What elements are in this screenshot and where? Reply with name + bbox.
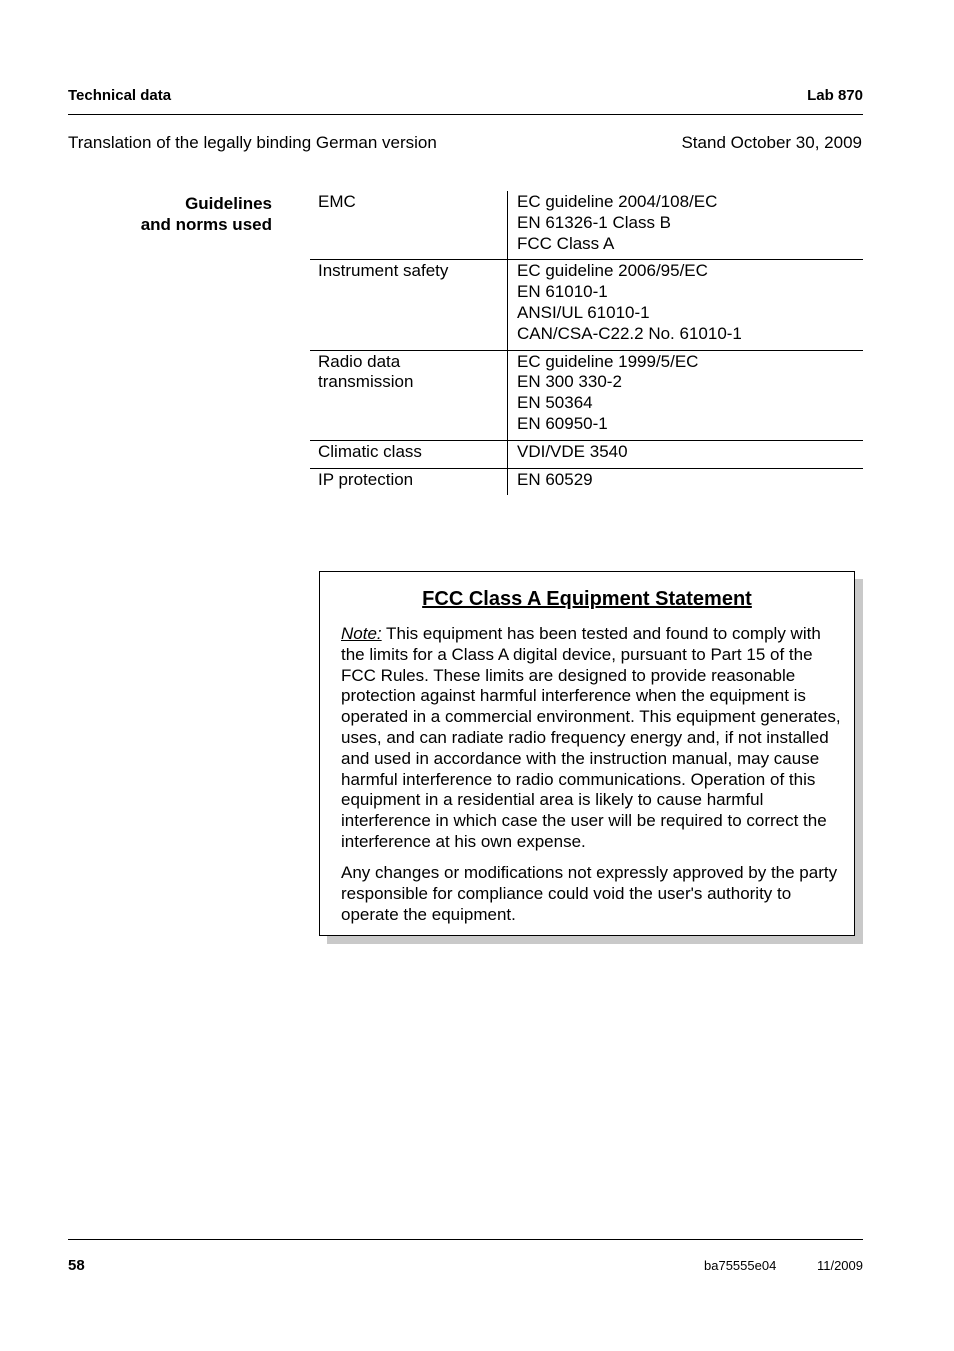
- norms-cell: [508, 468, 864, 495]
- guidelines-heading-line: and norms used: [140, 215, 272, 234]
- fcc-modifications-paragraph: Any changes or modifications not expressly approved by the party responsible for compliance could void the user's authority to operate the equipment.: [341, 863, 838, 924]
- page-number: 58: [68, 1257, 85, 1274]
- norm-text: EC guideline 1999/5/EC: [517, 351, 699, 371]
- category-text: transmission: [318, 372, 414, 392]
- norm-text: CAN/CSA-C22.2 No. 61010-1: [517, 323, 742, 343]
- table-row: [310, 350, 863, 440]
- category-text: Instrument safety: [318, 261, 449, 281]
- norm-text: EC guideline 2004/108/EC: [517, 192, 718, 211]
- norm-text: EN 60950-1: [517, 413, 608, 433]
- footer-date: 11/2009: [816, 1258, 863, 1273]
- category-text: EMC: [318, 192, 356, 211]
- category-cell: [310, 350, 508, 440]
- note-label: Note:: [341, 624, 382, 643]
- category-cell: [310, 440, 508, 468]
- category-cell: [310, 468, 508, 495]
- category-text: Climatic class: [318, 441, 422, 461]
- norms-cell: [508, 350, 864, 440]
- table-row: [310, 260, 863, 350]
- footer-rule: [68, 1239, 863, 1240]
- norms-cell: [508, 440, 864, 468]
- table-row: [310, 468, 863, 495]
- norm-text: VDI/VDE 3540: [517, 441, 628, 461]
- category-text: IP protection: [318, 469, 414, 489]
- norm-text: ANSI/UL 61010-1: [517, 302, 650, 322]
- product-name: Lab 870: [807, 87, 863, 104]
- table-row: [310, 191, 863, 260]
- guidelines-heading: [68, 193, 272, 235]
- table-row: [310, 440, 863, 468]
- category-cell: [310, 191, 508, 260]
- fcc-box-title: FCC Class A Equipment Statement: [422, 588, 752, 610]
- norms-cell: [508, 191, 864, 260]
- note-text: This equipment has been tested and found to comply with the limits for a Class A digital device, pursuant to Part 15 of the FCC Rules. These limits are designed to provide reasonable protection against harmful interference when the equipment is operated in a commercial environment. This equipment generates, uses, and can radiate radio frequency energy and, if not installed and used in accordance with the instruction manual, may cause harmful interference to radio communications. Operation of this equipment in a residential area is likely to cause harmful interference in which case the user will be required to correct the interference at his own expense.: [341, 624, 841, 851]
- norms-cell: [508, 260, 864, 350]
- section-title: Technical data: [68, 87, 172, 104]
- fcc-note-paragraph: [341, 624, 841, 853]
- category-text: Radio data: [318, 351, 401, 371]
- norm-text: EN 50364: [517, 393, 593, 413]
- norms-table: [310, 191, 863, 495]
- norm-text: EN 61010-1: [517, 282, 608, 302]
- translation-note: Translation of the legally binding German version: [68, 133, 437, 152]
- guidelines-heading-line: Guidelines: [185, 194, 272, 213]
- stand-date: Stand October 30, 2009: [681, 133, 862, 152]
- norm-text: EC guideline 2006/95/EC: [517, 261, 708, 281]
- fcc-statement-box: [319, 571, 855, 936]
- norm-text: EN 60529: [517, 469, 593, 489]
- document-id: ba75555e04: [704, 1258, 777, 1273]
- norm-text: EN 300 330-2: [517, 372, 622, 392]
- norm-text: FCC Class A: [517, 233, 615, 253]
- header-rule: [68, 114, 863, 115]
- norm-text: EN 61326-1 Class B: [517, 212, 672, 232]
- category-cell: [310, 260, 508, 350]
